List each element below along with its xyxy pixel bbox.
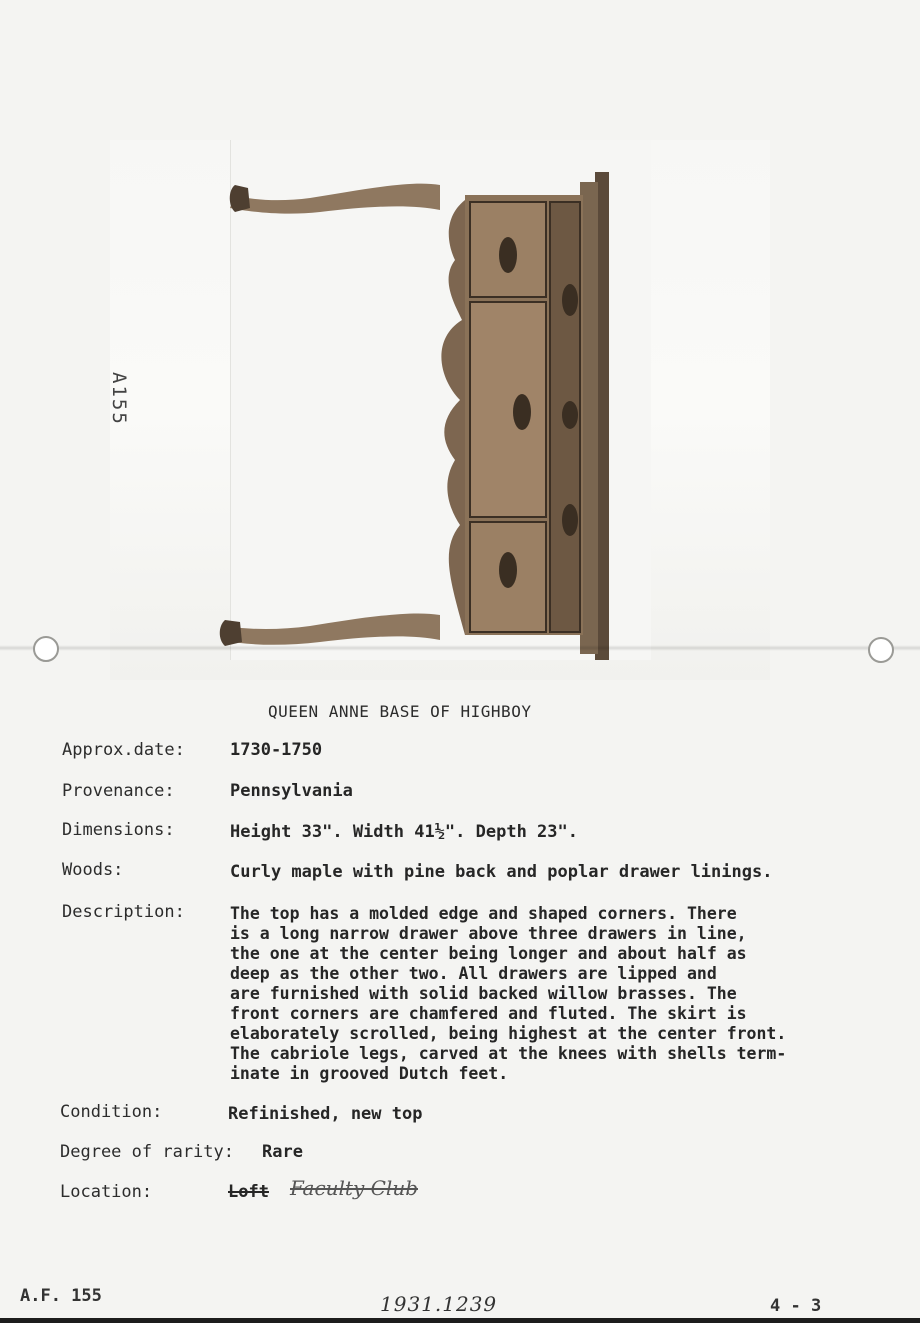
woods-value: Curly maple with pine back and poplar drawer linings. (230, 862, 773, 882)
rarity-label: Degree of rarity: (60, 1142, 234, 1162)
dimensions-value: Height 33". Width 41½". Depth 23". (230, 822, 578, 842)
punch-hole-right (868, 637, 894, 663)
provenance-label: Provenance: (62, 781, 175, 801)
location-label: Location: (60, 1182, 153, 1202)
condition-label: Condition: (60, 1102, 163, 1122)
description-line: are furnished with solid backed willow brasses. The (230, 984, 737, 1003)
description-line: inate in grooved Dutch feet. (230, 1064, 509, 1083)
description-line: is a long narrow drawer above three drawers in line, (230, 924, 747, 943)
location-struck-value: Loft (228, 1182, 269, 1202)
description-line: the one at the center being longer and about half as (230, 944, 747, 963)
description-label: Description: (62, 902, 185, 922)
description-line: deep as the other two. All drawers are lipped and (230, 964, 717, 983)
dimensions-label: Dimensions: (62, 820, 175, 840)
highboy-base-illustration (110, 140, 630, 680)
rarity-value: Rare (262, 1142, 303, 1162)
description-line: elaborately scrolled, being highest at the center front. (230, 1024, 787, 1043)
woods-label: Woods: (62, 860, 124, 880)
footer-page-number: 4 - 3 (770, 1296, 822, 1316)
footer-catalog-number: A.F. 155 (20, 1286, 102, 1306)
footer-accession-number: 1931.1239 (380, 1292, 498, 1316)
location-handwritten-note: Faculty Club (290, 1176, 418, 1200)
side-catalog-id: A155 (108, 372, 130, 426)
punch-hole-left (33, 636, 59, 662)
approx-date-label: Approx.date: (62, 740, 185, 760)
bottom-edge (0, 1318, 920, 1323)
approx-date-value: 1730-1750 (230, 740, 323, 760)
provenance-value: Pennsylvania (230, 781, 353, 801)
condition-value: Refinished, new top (228, 1104, 423, 1124)
fold-line (0, 645, 920, 651)
description-line: The top has a molded edge and shaped corners. There (230, 904, 737, 923)
description-line: The cabriole legs, carved at the knees with shells term- (230, 1044, 787, 1063)
description-line: front corners are chamfered and fluted. The skirt is (230, 1004, 747, 1023)
record-title: QUEEN ANNE BASE OF HIGHBOY (268, 702, 532, 721)
description-text (230, 904, 910, 1084)
